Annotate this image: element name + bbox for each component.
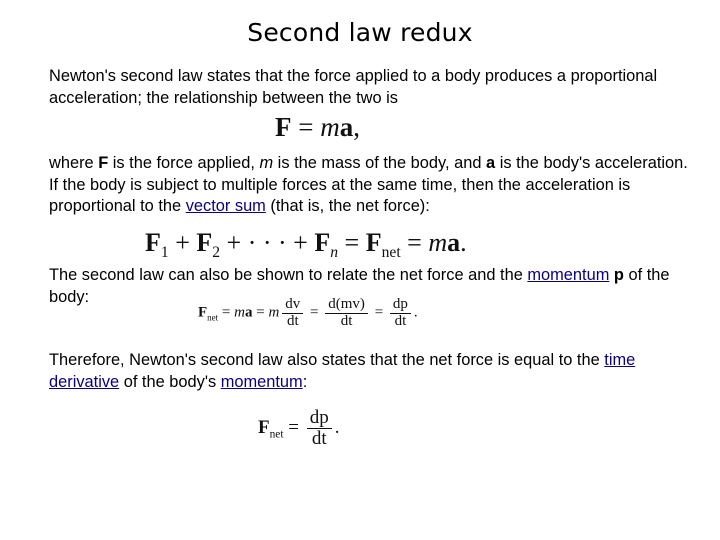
- eq3-equals-3: =: [306, 304, 323, 321]
- time-derivative-link[interactable]: time derivative: [49, 351, 636, 391]
- p2-text-4: is the body's acceleration. If the body is subject to multiple forces at the same time, then the acceleration is proportional to the: [49, 154, 688, 215]
- p3-symbol-p: p: [613, 266, 624, 284]
- p2-text-5: (that is, the net force):: [265, 197, 430, 215]
- eq3-mass-2: m: [268, 304, 280, 321]
- equation-net-force-sum: [145, 228, 467, 262]
- p2-symbol-a: a: [486, 154, 496, 172]
- eq4-frac-den: dt: [311, 427, 327, 449]
- eq2-fnet: F: [365, 228, 382, 257]
- eq1-comma: ,: [353, 112, 360, 142]
- eq4-sub-net: net: [269, 428, 284, 441]
- eq4-force: F: [258, 416, 270, 438]
- eq1-force: F: [275, 112, 292, 142]
- eq3-frac3-num: dp: [390, 297, 411, 314]
- eq2-mass: m: [428, 228, 448, 257]
- eq3-mass: m: [234, 304, 245, 321]
- p4-text-1: Therefore, Newton's second law also states that the net force is equal to the: [49, 351, 605, 369]
- eq2-sub-2: 2: [212, 244, 221, 262]
- paragraph-derivative: [49, 350, 689, 393]
- p2-symbol-m: m: [259, 154, 274, 172]
- p4-text-2: of the body's: [119, 372, 221, 391]
- paragraph-definitions: [49, 153, 689, 218]
- p2-text-2: is the force applied,: [108, 154, 260, 172]
- eq2-fn: F: [314, 228, 331, 257]
- eq3-frac2-den: dt: [340, 312, 353, 329]
- equation-net-force-derivative: [258, 408, 340, 449]
- p2-text-1: where: [49, 154, 99, 172]
- eq3-equals-2: =: [252, 304, 269, 321]
- eq3-force: F: [198, 304, 208, 321]
- eq2-sub-1: 1: [160, 244, 169, 262]
- eq3-frac2-num: d(mv): [325, 297, 368, 314]
- equation-f-equals-ma: [275, 112, 360, 143]
- eq2-plus-dots: + · · · +: [220, 228, 315, 257]
- slide-title: Second law redux: [247, 18, 473, 47]
- eq3-accel: a: [244, 304, 253, 321]
- equation-net-force-momentum: [198, 297, 418, 330]
- eq4-frac-num: dp: [307, 408, 332, 429]
- eq3-fraction-dmv-dt: [325, 297, 368, 330]
- momentum-link-2[interactable]: momentum: [220, 372, 303, 391]
- eq1-accel: a: [339, 112, 354, 142]
- eq3-fraction-dp-dt: [390, 297, 411, 330]
- eq3-frac1-den: dt: [286, 312, 299, 329]
- eq2-f1: F: [145, 228, 161, 257]
- eq2-f2: F: [196, 228, 213, 257]
- p2-symbol-f: F: [98, 154, 109, 172]
- eq1-mass: m: [320, 112, 340, 142]
- p4-text-3: :: [302, 372, 308, 391]
- eq2-sub-net: net: [381, 244, 401, 262]
- eq2-equals-2: =: [400, 228, 429, 257]
- momentum-link[interactable]: momentum: [527, 266, 610, 284]
- eq3-sub-net: net: [207, 312, 219, 323]
- eq2-plus-1: +: [168, 228, 197, 257]
- p2-text-3: is the mass of the body, and: [273, 154, 487, 172]
- p3-text-1: The second law can also be shown to relate the net force and the: [49, 266, 528, 284]
- eq3-fraction-dv-dt: [282, 297, 303, 330]
- p3-text-3: of the body:: [49, 266, 670, 306]
- eq4-fraction-dp-dt: [307, 408, 332, 449]
- eq3-frac1-num: dv: [282, 297, 303, 314]
- eq3-equals-4: =: [370, 304, 387, 321]
- eq4-dot: .: [334, 416, 340, 438]
- eq2-equals-1: =: [338, 228, 366, 257]
- eq3-equals-1: =: [218, 304, 235, 321]
- eq3-dot: .: [413, 304, 418, 321]
- eq3-frac3-den: dt: [394, 312, 407, 329]
- eq1-equals: =: [291, 112, 321, 142]
- paragraph-intro: Newton's second law states that the force applied to a body produces a proportional acceleration; the relationship between the two is: [49, 67, 658, 107]
- eq2-accel: a: [447, 228, 461, 257]
- eq4-equals: =: [283, 416, 304, 438]
- eq2-sub-n: n: [330, 244, 339, 262]
- eq2-dot: .: [460, 228, 467, 257]
- vector-sum-link[interactable]: vector sum: [185, 197, 266, 215]
